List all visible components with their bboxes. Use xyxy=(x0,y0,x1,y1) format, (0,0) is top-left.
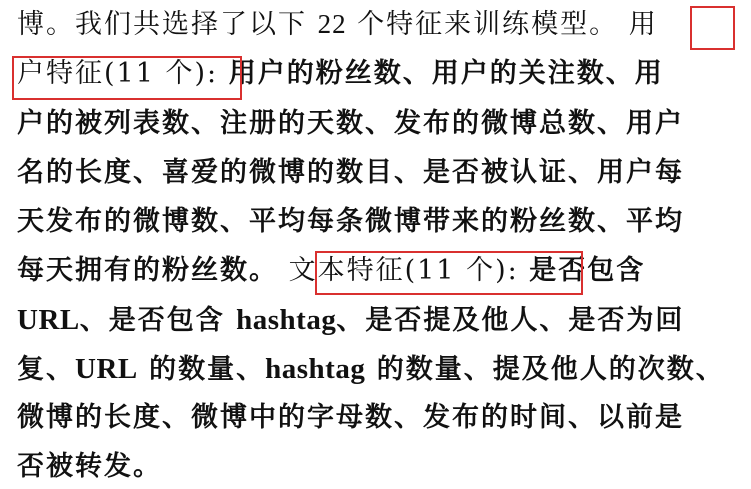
text-line-7 xyxy=(17,302,737,338)
text-segment: 复、 xyxy=(17,354,75,385)
text-segment: 的数量、提及他人的次数、 xyxy=(376,354,725,385)
text-line-9: 微博的长度、微博中的字母数、发布的时间、以前是 xyxy=(17,402,684,433)
url-term: URL xyxy=(75,353,138,385)
text-line-3: 户的被列表数、注册的天数、发布的微博总数、用户 xyxy=(17,108,684,139)
user-features-label-start: 用 xyxy=(628,9,658,40)
text-segment: 个特征来训练模型。 xyxy=(357,9,619,40)
feature-count-number: 22 xyxy=(317,9,347,39)
highlight-box-user-features-top xyxy=(690,6,735,50)
text-line-10: 否被转发。 xyxy=(17,451,162,482)
highlight-box-user-features-bottom xyxy=(12,56,242,100)
highlight-box-text-features xyxy=(315,251,583,295)
text-segment: 是否包含 xyxy=(529,255,646,286)
text-segment: 的数量、 xyxy=(149,354,266,385)
text-segment: 、是否包含 xyxy=(79,305,225,336)
text-line-4: 名的长度、喜爱的微博的数目、是否被认证、用户每 xyxy=(17,157,684,188)
hashtag-term: hashtag xyxy=(236,304,337,336)
hashtag-term: hashtag xyxy=(265,353,366,385)
text-line-8 xyxy=(17,351,737,387)
text-features-label: 文本特征(11 个): xyxy=(288,255,519,286)
user-features-label: 户特征(11 个): xyxy=(17,58,219,89)
user-features-list: 用户的粉丝数、用户的关注数、用 xyxy=(228,58,664,89)
text-segment: 博。我们共选择了以下 xyxy=(17,9,307,40)
text-segment: 、是否提及他人、是否为回 xyxy=(336,305,685,336)
text-line-1 xyxy=(17,6,737,42)
url-term: URL xyxy=(17,304,80,336)
text-segment: 每天拥有的粉丝数。 xyxy=(17,255,278,286)
text-line-5: 天发布的微博数、平均每条微博带来的粉丝数、平均 xyxy=(17,206,684,237)
